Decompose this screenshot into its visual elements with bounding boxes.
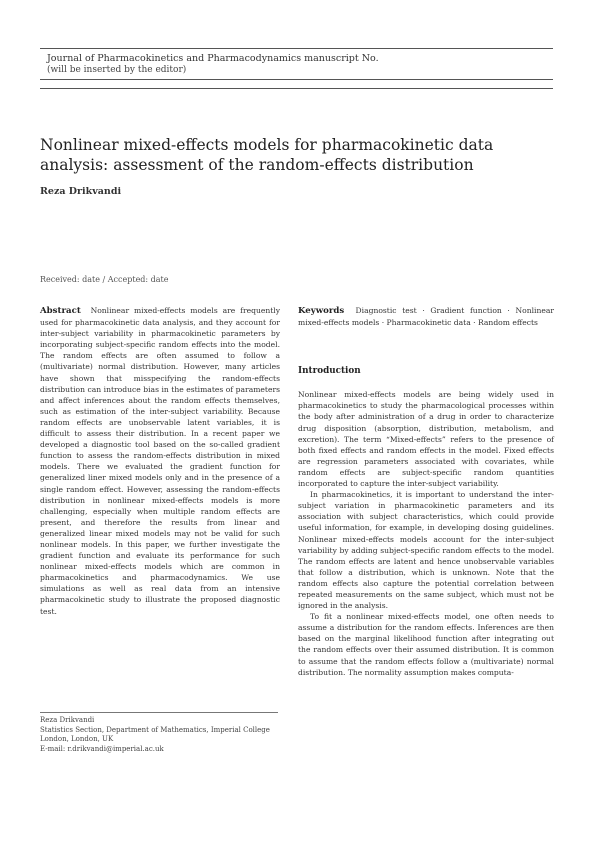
editor-note: (will be inserted by the editor) <box>47 65 187 75</box>
abstract-label: Abstract <box>40 306 81 316</box>
right-column <box>298 305 554 678</box>
footnote-email[interactable]: E-mail: r.drikvandi@imperial.ac.uk <box>40 744 164 753</box>
paper-title: Nonlinear mixed-effects models for pharmacokinetic data analysis: assessment of the random-effects distribution <box>40 136 494 174</box>
author-footnote <box>40 716 280 754</box>
received-date: Received: date / Accepted: date <box>40 275 169 284</box>
footnote-affiliation: Statistics Section, Department of Mathematics, Imperial College London, London, UK <box>40 725 270 744</box>
author-name: Reza Drikvandi <box>40 186 122 197</box>
intro-paragraph: To fit a nonlinear mixed-effects model, one often needs to assume a distribution for the random effects. Inferences are then based on the marginal likelihood function after integrating out the random effects over their assumed distribution. It is common to assume that the random effects follow a (multivariate) normal distribution. The normality assumption makes computa- <box>298 612 554 677</box>
keywords-text: Diagnostic test · Gradient function · Nonlinear mixed-effects models · Pharmacokinetic data · Random effects <box>298 306 554 328</box>
abstract <box>40 305 280 617</box>
keywords <box>298 305 554 328</box>
journal-name: Journal of Pharmacokinetics and Pharmacodynamics manuscript No. <box>47 53 379 64</box>
footnote-rule <box>40 712 278 713</box>
journal-header <box>40 48 553 80</box>
abstract-text: Nonlinear mixed-effects models are frequently used for pharmacokinetic data analysis, and they account for inter-subject variability in pharmacokinetic parameters by incorporating subject-specific random effects into the model. The random effects are often assumed to follow a (multivariate) normal distribution. However, many articles have shown that misspecifying the random-effects distribution can introduce bias in the estimates of parameters and affect inferences about the random effects themselves, such as estimation of the inter-subject variability. Because random effects are unobservable latent variables, it is difficult to assess their distribution. In a recent paper we developed a diagnostic tool based on the so-called gradient function to assess the random-effects distribution in mixed models. There we evaluated the gradient function for generalized liner mixed models only and in the presence of a single random effect. However, assessing the random-effects distribution in nonlinear mixed-effects models is more challenging, especially when multiple random effects are present, and therefore the results from linear and generalized linear mixed models may not be valid for such nonlinear models. In this paper, we further investigate the gradient function and evaluate its performance for such nonlinear mixed-effects models which are common in pharmacokinetics and pharmacodynamics. We use simulations as well as real data from an intensive pharmacokinetic study to illustrate the proposed diagnostic test. <box>40 306 280 616</box>
footnote-name: Reza Drikvandi <box>40 716 95 724</box>
intro-paragraph: Nonlinear mixed-effects models are being widely used in pharmacokinetics to study the pharmacological processes within the body after administration of a drug in order to characterize drug disposition (absorption, distribution, metabolism, and excretion). The term “Mixed-effects” refers to the presence of both fixed effects and random effects in the model. Fixed effects are regression parameters associated with covariates, while random effects are subject-specific random quantities incorporated to capture the inter-subject variability. <box>298 390 554 489</box>
intro-paragraph: In pharmacokinetics, it is important to understand the inter-subject variation in pharmacokinetic parameters and its association with subject characteristics, which could provide useful information, for example, in developing dosing guidelines. Nonlinear mixed-effects models account for the inter-subject variability by adding subject-specific random effects to the model. The random effects are latent and hence unobservable variables that follow a distribution, which is unknown. Note that the random effects also capture the potential correlation between repeated measurements on the same subject, which must not be ignored in the analysis. <box>298 490 554 611</box>
section-heading-introduction: Introduction <box>298 366 361 377</box>
keywords-label: Keywords <box>298 306 345 316</box>
header-rule <box>40 88 553 89</box>
